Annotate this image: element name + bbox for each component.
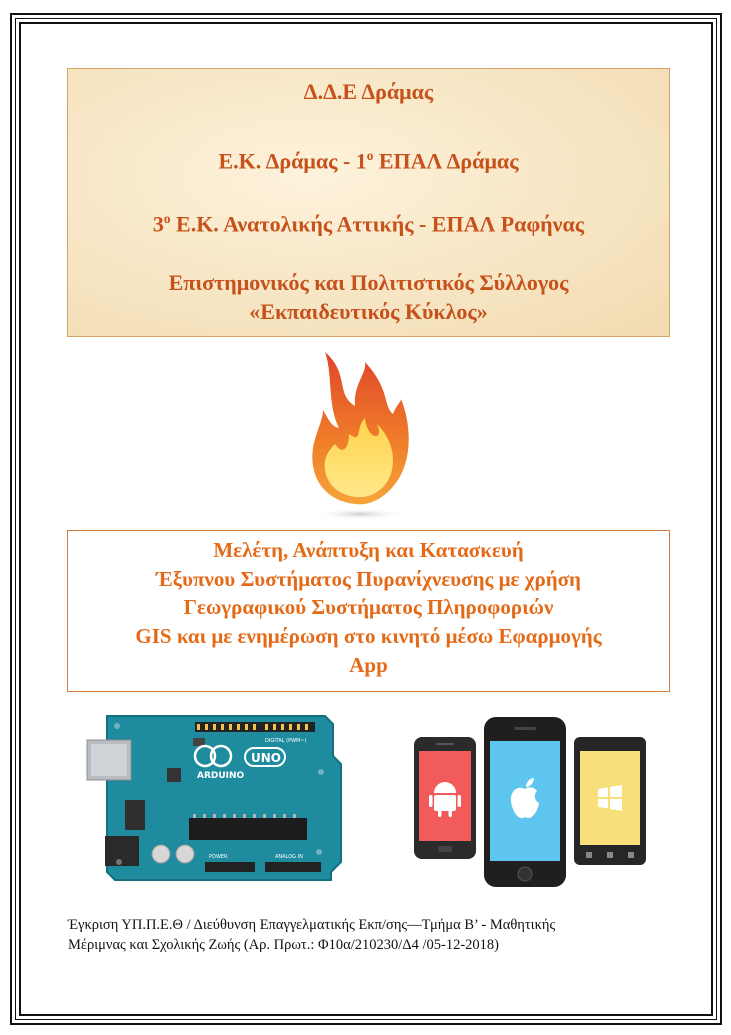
project-title-box (67, 530, 670, 692)
title-line-3: Γεωγραφικού Συστήματος Πληροφοριών (183, 595, 554, 619)
arduino-board-image (85, 712, 345, 884)
approval-footnote (68, 915, 678, 955)
header-box (67, 68, 670, 337)
header-line-4: Επιστημονικός και Πολιτιστικός Σύλλογος (168, 270, 569, 295)
title-line-2: Έξυπνου Συστήματος Πυρανίχνευσης με χρήση (156, 567, 581, 591)
smartphones-image (410, 715, 650, 890)
header-line-3: $3^o$ Ε.Κ. Ανατολικής Αττικής - ΕΠΑΛ Ραφήνας (152, 211, 585, 237)
header-line-5: «Εκπαιδευτικός Κύκλος» (249, 299, 488, 324)
board-model-label: UNO (251, 751, 281, 765)
board-power-label: POWER (209, 854, 228, 860)
board-brand-label: ARDUINO (197, 771, 245, 781)
title-line-4: GIS και με ενημέρωση στο κινητό μέσω Εφαρμογής (135, 624, 602, 648)
title-line-1: Μελέτη, Ανάπτυξη και Κατασκευή (213, 538, 524, 562)
title-line-5: App (349, 653, 388, 677)
footer-line-2: Μέριμνας και Σχολικής Ζωής (Αρ. Πρωτ.: Φ10α/210230/Δ4 /05-12-2018) (68, 937, 499, 953)
board-analog-label: ANALOG IN (275, 854, 303, 860)
header-line-2: Ε.Κ. Δράμας - $1^o$ ΕΠΑΛ Δράμας (218, 148, 519, 174)
footer-line-1: Έγκριση ΥΠ.Π.Ε.Θ / Διεύθυνση Επαγγελματικής Εκπ/σης—Τμήμα Β’ - Μαθητικής (68, 917, 556, 933)
board-digital-label: DIGITAL (PWM~) (265, 738, 307, 744)
flame-icon (305, 344, 415, 524)
header-line-1: Δ.Δ.Ε Δράμας (303, 79, 434, 104)
